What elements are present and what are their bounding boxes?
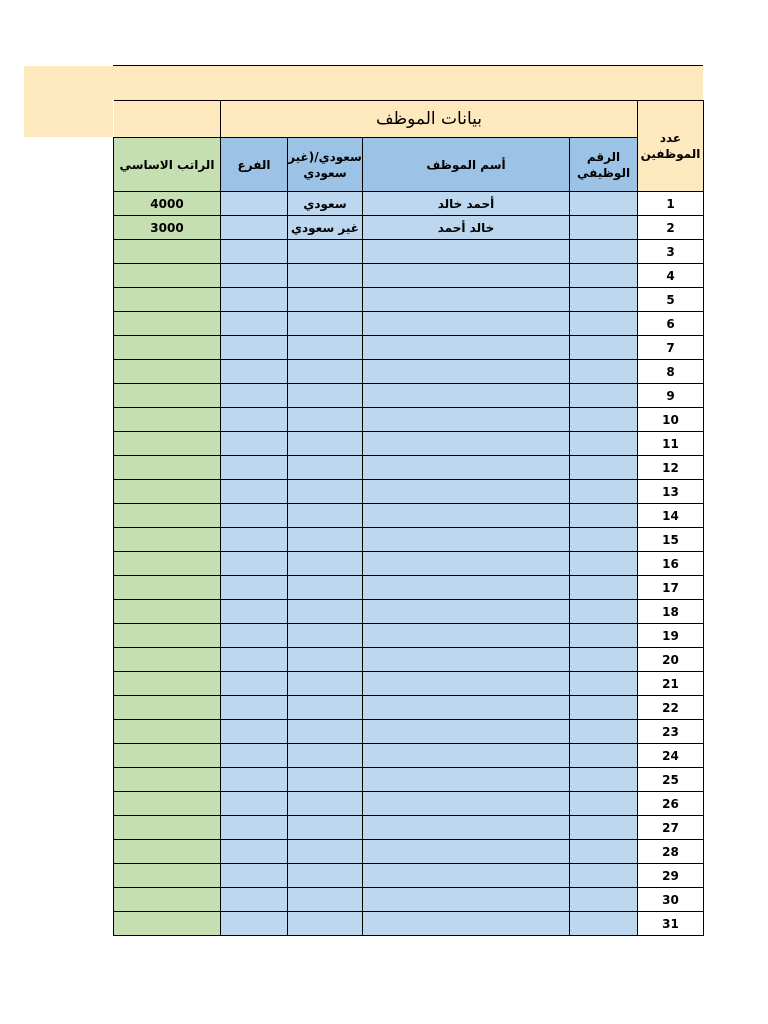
cell-employee-id[interactable]	[570, 336, 638, 360]
cell-basic-salary[interactable]	[114, 720, 221, 744]
cell-employee-id[interactable]	[570, 888, 638, 912]
cell-basic-salary[interactable]	[114, 864, 221, 888]
cell-branch[interactable]	[221, 288, 288, 312]
table-row	[114, 672, 704, 696]
cell-row-number[interactable]: 12	[638, 456, 704, 480]
cell-branch[interactable]	[221, 528, 288, 552]
cell-branch[interactable]	[221, 624, 288, 648]
cell-employee-name[interactable]	[363, 240, 570, 264]
cell-row-number[interactable]: 18	[638, 600, 704, 624]
table-row	[114, 624, 704, 648]
cell-branch[interactable]	[221, 192, 288, 216]
cell-employee-name[interactable]	[363, 816, 570, 840]
cell-nationality[interactable]: سعودي	[288, 192, 363, 216]
cell-employee-id[interactable]	[570, 864, 638, 888]
cell-branch[interactable]	[221, 600, 288, 624]
table-row	[114, 912, 704, 936]
cell-branch[interactable]	[221, 504, 288, 528]
cell-employee-id[interactable]	[570, 696, 638, 720]
cell-nationality[interactable]	[288, 408, 363, 432]
cell-basic-salary[interactable]	[114, 888, 221, 912]
table-row	[114, 408, 704, 432]
left-band	[24, 100, 113, 137]
cell-branch[interactable]	[221, 432, 288, 456]
header-nationality[interactable]: سعودي/(غير سعودي	[288, 138, 363, 192]
cell-basic-salary[interactable]	[114, 768, 221, 792]
cell-branch[interactable]	[221, 840, 288, 864]
table-row	[114, 216, 704, 240]
cell-employee-id[interactable]	[570, 792, 638, 816]
cell-employee-name[interactable]	[363, 744, 570, 768]
table-row	[114, 768, 704, 792]
table-row	[114, 456, 704, 480]
cell-row-number[interactable]: 21	[638, 672, 704, 696]
cell-employee-id[interactable]	[570, 240, 638, 264]
cell-employee-name[interactable]	[363, 456, 570, 480]
table-row	[114, 816, 704, 840]
cell-employee-name[interactable]	[363, 768, 570, 792]
table-row	[114, 648, 704, 672]
cell-nationality[interactable]	[288, 864, 363, 888]
cell-employee-name[interactable]: خالد أحمد	[363, 216, 570, 240]
table-row	[114, 360, 704, 384]
cell-employee-id[interactable]	[570, 408, 638, 432]
table-row	[114, 264, 704, 288]
cell-branch[interactable]	[221, 720, 288, 744]
cell-row-number[interactable]: 22	[638, 696, 704, 720]
cell-nationality[interactable]	[288, 576, 363, 600]
cell-employee-name[interactable]	[363, 624, 570, 648]
cell-employee-id[interactable]	[570, 456, 638, 480]
cell-employee-id[interactable]	[570, 672, 638, 696]
cell-row-number[interactable]: 30	[638, 888, 704, 912]
cell-branch[interactable]	[221, 240, 288, 264]
cell-employee-id[interactable]	[570, 816, 638, 840]
cell-basic-salary[interactable]	[114, 552, 221, 576]
cell-nationality[interactable]	[288, 792, 363, 816]
sheet-title: بيانات الموظف	[221, 101, 638, 138]
cell-employee-id[interactable]	[570, 264, 638, 288]
cell-nationality[interactable]	[288, 456, 363, 480]
cell-employee-id[interactable]	[570, 840, 638, 864]
cell-employee-name[interactable]	[363, 672, 570, 696]
cell-branch[interactable]	[221, 264, 288, 288]
cell-branch[interactable]	[221, 552, 288, 576]
cell-row-number[interactable]: 19	[638, 624, 704, 648]
table-row	[114, 528, 704, 552]
top-band	[24, 66, 703, 100]
cell-row-number[interactable]: 17	[638, 576, 704, 600]
cell-employee-name[interactable]	[363, 312, 570, 336]
cell-basic-salary[interactable]	[114, 384, 221, 408]
table-row	[114, 600, 704, 624]
cell-employee-name[interactable]	[363, 648, 570, 672]
cell-nationality[interactable]	[288, 816, 363, 840]
cell-row-number[interactable]: 27	[638, 816, 704, 840]
cell-basic-salary[interactable]	[114, 648, 221, 672]
cell-branch[interactable]	[221, 744, 288, 768]
cell-row-number[interactable]: 8	[638, 360, 704, 384]
cell-employee-name[interactable]	[363, 792, 570, 816]
table-row	[114, 888, 704, 912]
table-row	[114, 480, 704, 504]
table-row	[114, 336, 704, 360]
table-row	[114, 432, 704, 456]
cell-branch[interactable]	[221, 576, 288, 600]
employee-data-table	[113, 100, 704, 936]
cell-employee-id[interactable]	[570, 528, 638, 552]
cell-row-number[interactable]: 4	[638, 264, 704, 288]
cell-basic-salary[interactable]	[114, 360, 221, 384]
cell-employee-name[interactable]	[363, 600, 570, 624]
cell-employee-name[interactable]	[363, 264, 570, 288]
table-row	[114, 864, 704, 888]
cell-basic-salary[interactable]	[114, 336, 221, 360]
cell-nationality[interactable]	[288, 624, 363, 648]
cell-employee-name[interactable]	[363, 864, 570, 888]
cell-employee-id[interactable]	[570, 768, 638, 792]
cell-nationality[interactable]	[288, 312, 363, 336]
cell-nationality[interactable]	[288, 888, 363, 912]
cell-row-number[interactable]: 24	[638, 744, 704, 768]
cell-basic-salary[interactable]: 3000	[114, 216, 221, 240]
cell-employee-name[interactable]	[363, 720, 570, 744]
cell-employee-name[interactable]	[363, 888, 570, 912]
cell-nationality[interactable]	[288, 912, 363, 936]
cell-nationality[interactable]	[288, 552, 363, 576]
table-row	[114, 696, 704, 720]
cell-employee-id[interactable]	[570, 576, 638, 600]
cell-row-number[interactable]: 23	[638, 720, 704, 744]
cell-row-number[interactable]: 28	[638, 840, 704, 864]
cell-nationality[interactable]	[288, 528, 363, 552]
cell-nationality[interactable]	[288, 696, 363, 720]
cell-branch[interactable]	[221, 672, 288, 696]
cell-employee-name[interactable]	[363, 360, 570, 384]
header-employee-id[interactable]: الرقم الوظيفي	[570, 138, 638, 192]
cell-employee-name[interactable]	[363, 912, 570, 936]
table-row	[114, 240, 704, 264]
cell-basic-salary[interactable]	[114, 432, 221, 456]
cell-basic-salary[interactable]	[114, 408, 221, 432]
cell-nationality[interactable]	[288, 384, 363, 408]
cell-employee-id[interactable]	[570, 192, 638, 216]
cell-basic-salary[interactable]	[114, 288, 221, 312]
cell-nationality[interactable]	[288, 648, 363, 672]
cell-row-number[interactable]: 20	[638, 648, 704, 672]
cell-branch[interactable]	[221, 384, 288, 408]
cell-employee-id[interactable]	[570, 360, 638, 384]
cell-branch[interactable]	[221, 360, 288, 384]
cell-basic-salary[interactable]	[114, 696, 221, 720]
cell-nationality[interactable]	[288, 840, 363, 864]
cell-employee-name[interactable]	[363, 696, 570, 720]
table-row	[114, 840, 704, 864]
cell-employee-id[interactable]	[570, 624, 638, 648]
cell-basic-salary[interactable]	[114, 528, 221, 552]
cell-nationality[interactable]	[288, 744, 363, 768]
cell-nationality[interactable]	[288, 240, 363, 264]
cell-branch[interactable]	[221, 336, 288, 360]
top-border-line	[113, 65, 703, 66]
cell-row-number[interactable]: 13	[638, 480, 704, 504]
cell-employee-name[interactable]: أحمد خالد	[363, 192, 570, 216]
cell-row-number[interactable]: 16	[638, 552, 704, 576]
cell-employee-id[interactable]	[570, 600, 638, 624]
cell-row-number[interactable]: 9	[638, 384, 704, 408]
cell-row-number[interactable]: 10	[638, 408, 704, 432]
cell-basic-salary[interactable]	[114, 816, 221, 840]
cell-employee-id[interactable]	[570, 552, 638, 576]
cell-branch[interactable]	[221, 912, 288, 936]
table-row	[114, 312, 704, 336]
cell-nationality[interactable]	[288, 672, 363, 696]
cell-nationality[interactable]	[288, 504, 363, 528]
table-row	[114, 720, 704, 744]
cell-nationality[interactable]: غير سعودي	[288, 216, 363, 240]
cell-branch[interactable]	[221, 864, 288, 888]
cell-row-number[interactable]: 25	[638, 768, 704, 792]
table-row	[114, 384, 704, 408]
cell-employee-name[interactable]	[363, 336, 570, 360]
cell-employee-id[interactable]	[570, 912, 638, 936]
cell-nationality[interactable]	[288, 480, 363, 504]
cell-row-number[interactable]: 7	[638, 336, 704, 360]
cell-basic-salary[interactable]	[114, 840, 221, 864]
cell-employee-name[interactable]	[363, 432, 570, 456]
table-row	[114, 504, 704, 528]
cell-nationality[interactable]	[288, 720, 363, 744]
cell-branch[interactable]	[221, 216, 288, 240]
cell-branch[interactable]	[221, 456, 288, 480]
cell-row-number[interactable]: 11	[638, 432, 704, 456]
cell-row-number[interactable]: 14	[638, 504, 704, 528]
cell-nationality[interactable]	[288, 360, 363, 384]
cell-row-number[interactable]: 15	[638, 528, 704, 552]
cell-row-number[interactable]: 31	[638, 912, 704, 936]
cell-employee-name[interactable]	[363, 480, 570, 504]
cell-basic-salary[interactable]	[114, 624, 221, 648]
cell-row-number[interactable]: 29	[638, 864, 704, 888]
cell-basic-salary[interactable]	[114, 240, 221, 264]
cell-branch[interactable]	[221, 648, 288, 672]
cell-nationality[interactable]	[288, 768, 363, 792]
cell-branch[interactable]	[221, 480, 288, 504]
cell-nationality[interactable]	[288, 432, 363, 456]
cell-row-number[interactable]: 26	[638, 792, 704, 816]
cell-employee-name[interactable]	[363, 552, 570, 576]
cell-branch[interactable]	[221, 312, 288, 336]
cell-branch[interactable]	[221, 768, 288, 792]
table-row	[114, 576, 704, 600]
cell-basic-salary[interactable]	[114, 456, 221, 480]
cell-basic-salary[interactable]	[114, 480, 221, 504]
cell-nationality[interactable]	[288, 336, 363, 360]
cell-branch[interactable]	[221, 408, 288, 432]
cell-branch[interactable]	[221, 792, 288, 816]
table-row	[114, 288, 704, 312]
cell-row-number[interactable]: 3	[638, 240, 704, 264]
cell-basic-salary[interactable]: 4000	[114, 192, 221, 216]
cell-nationality[interactable]	[288, 264, 363, 288]
blank-title-cell	[114, 101, 221, 138]
cell-branch[interactable]	[221, 888, 288, 912]
cell-employee-name[interactable]	[363, 288, 570, 312]
cell-basic-salary[interactable]	[114, 744, 221, 768]
cell-basic-salary[interactable]	[114, 264, 221, 288]
table-row	[114, 744, 704, 768]
cell-employee-name[interactable]	[363, 528, 570, 552]
header-branch[interactable]: الفرع	[221, 138, 288, 192]
cell-employee-id[interactable]	[570, 480, 638, 504]
cell-branch[interactable]	[221, 816, 288, 840]
cell-nationality[interactable]	[288, 600, 363, 624]
cell-basic-salary[interactable]	[114, 504, 221, 528]
table-row	[114, 192, 704, 216]
cell-row-number[interactable]: 1	[638, 192, 704, 216]
cell-basic-salary[interactable]	[114, 672, 221, 696]
cell-employee-id[interactable]	[570, 312, 638, 336]
cell-employee-name[interactable]	[363, 408, 570, 432]
cell-employee-name[interactable]	[363, 576, 570, 600]
cell-basic-salary[interactable]	[114, 792, 221, 816]
cell-employee-id[interactable]	[570, 288, 638, 312]
header-basic-salary[interactable]: الراتب الاساسي	[114, 138, 221, 192]
cell-row-number[interactable]: 2	[638, 216, 704, 240]
cell-employee-id[interactable]	[570, 216, 638, 240]
cell-employee-name[interactable]	[363, 384, 570, 408]
cell-row-number[interactable]: 6	[638, 312, 704, 336]
cell-branch[interactable]	[221, 696, 288, 720]
cell-basic-salary[interactable]	[114, 312, 221, 336]
cell-employee-id[interactable]	[570, 744, 638, 768]
cell-employee-id[interactable]	[570, 384, 638, 408]
cell-employee-id[interactable]	[570, 504, 638, 528]
table-row	[114, 792, 704, 816]
cell-basic-salary[interactable]	[114, 912, 221, 936]
cell-employee-name[interactable]	[363, 504, 570, 528]
cell-row-number[interactable]: 5	[638, 288, 704, 312]
cell-employee-id[interactable]	[570, 720, 638, 744]
cell-employee-name[interactable]	[363, 840, 570, 864]
cell-basic-salary[interactable]	[114, 600, 221, 624]
header-employee-name[interactable]: أسم الموظف	[363, 138, 570, 192]
cell-employee-id[interactable]	[570, 648, 638, 672]
cell-basic-salary[interactable]	[114, 576, 221, 600]
header-employee-count[interactable]: عدد الموظفين	[638, 101, 704, 192]
cell-nationality[interactable]	[288, 288, 363, 312]
cell-employee-id[interactable]	[570, 432, 638, 456]
table-row	[114, 552, 704, 576]
